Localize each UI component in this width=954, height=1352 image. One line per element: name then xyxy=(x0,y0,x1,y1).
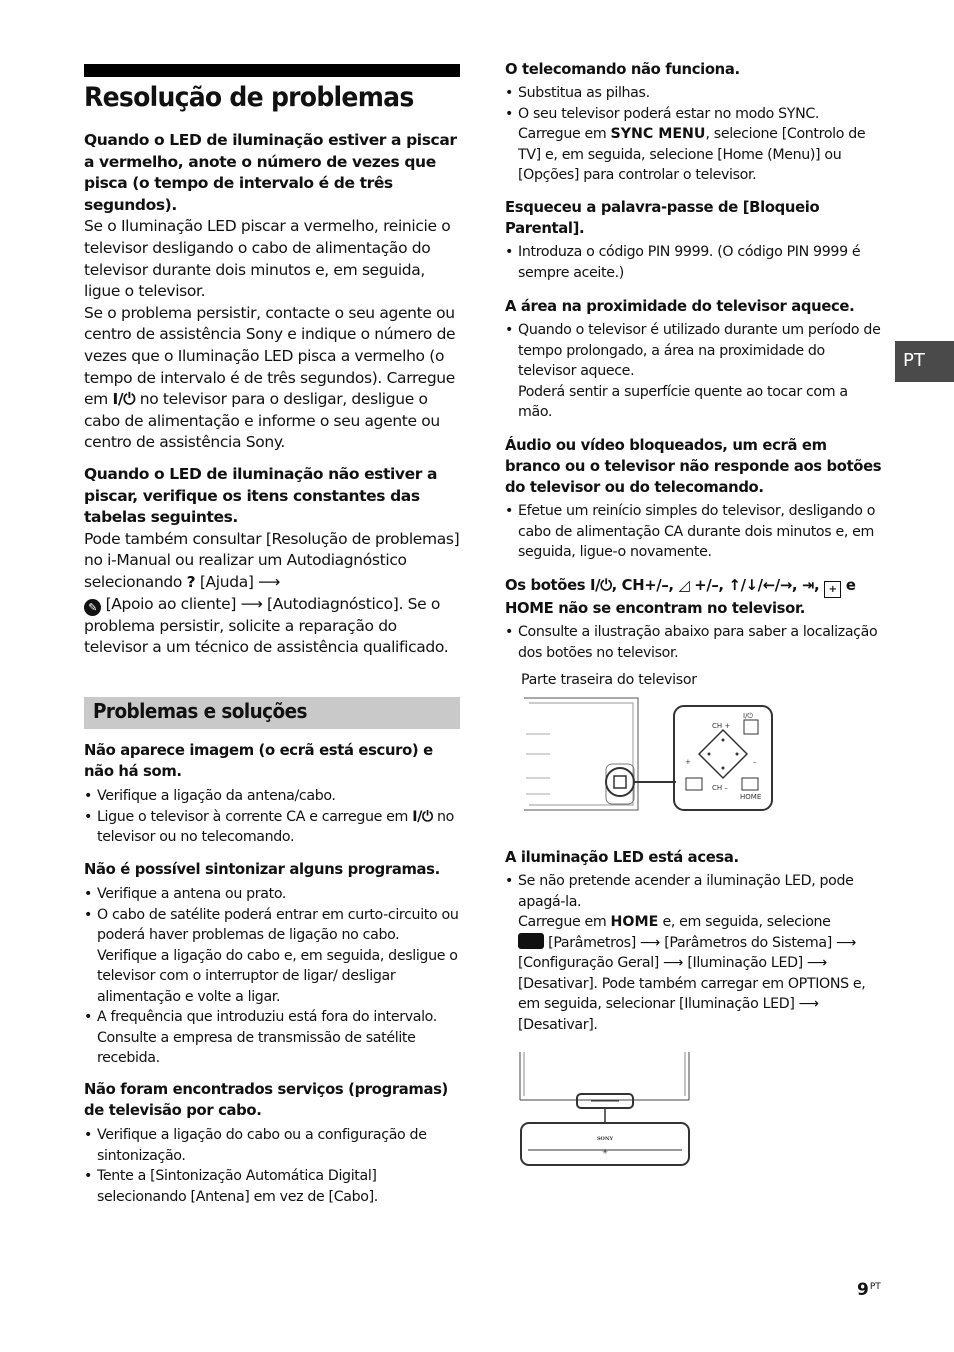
text-span: +/–, xyxy=(689,577,729,594)
solution-list xyxy=(505,871,883,1035)
text-span: , selecione [Controlo de TV] e, em seguida, selecione [Home (Menu)] ou [Opções] para controlar o televisor. xyxy=(518,126,866,183)
title-bar xyxy=(84,64,460,77)
problem-led-on xyxy=(505,847,883,1035)
list-item xyxy=(505,104,883,186)
list-item: • Substitua as pilhas. xyxy=(505,83,883,104)
solution-list xyxy=(84,786,462,848)
text-span: [Apoio ao cliente] xyxy=(101,594,241,613)
led-blinking-paragraph-2 xyxy=(84,303,462,454)
section-title: Problemas e soluções xyxy=(93,699,307,723)
problem-heading: Não é possível sintonizar alguns programas. xyxy=(84,861,440,878)
problem-heading: A área na proximidade do televisor aquece. xyxy=(505,298,855,315)
problem-cable xyxy=(84,1079,462,1207)
arrow-right-icon: ⟶ xyxy=(258,572,281,591)
language-tab-label: PT xyxy=(903,350,925,371)
text-span: Ligue o televisor à corrente CA e carregue em xyxy=(97,808,413,825)
power-icon: I/⏻ xyxy=(412,808,433,825)
page-title: Resolução de problemas xyxy=(84,82,414,113)
list-item: • Verifique a antena ou prato. xyxy=(84,884,462,905)
problem-heading: Não aparece imagem (o ecrã está escuro) e não há som. xyxy=(84,742,433,780)
text-span: Poderá sentir a superfície quente ao tocar com a mão. xyxy=(518,383,848,420)
problem-heading: Não foram encontrados serviços (programas) de televisão por cabo. xyxy=(84,1081,448,1119)
text-span: Se o problema persistir, contacte o seu agente ou centro de assistência Sony e indique o número de vezes que o Iluminação LED pisca a vermelho (o tempo de intervalo é de três segundos). Carregue em xyxy=(84,303,456,409)
arrow-right-icon: ⟶ xyxy=(640,934,661,951)
arrow-right-icon: ⟶ xyxy=(798,996,819,1012)
list-item xyxy=(505,320,883,423)
list-item: • Verifique a ligação do cabo ou a configuração de sintonização. xyxy=(84,1125,462,1166)
problem-buttons xyxy=(505,575,883,663)
list-item: • Introduza o código PIN 9999. (O código PIN 9999 é sempre aceite.) xyxy=(505,242,883,283)
solution-list xyxy=(505,242,883,283)
arrow-right-icon: ⟶ xyxy=(836,934,857,951)
arrow-right-icon: ⟶ xyxy=(240,594,263,613)
problem-heading: Esqueceu a palavra-passe de [Bloqueio Parental]. xyxy=(505,199,820,237)
led-not-blinking-paragraph xyxy=(84,529,462,659)
list-item: • O cabo de satélite poderá entrar em curto-circuito ou poderá haver problemas de ligação no cabo. Verifique a ligação do cabo e, em seguida, desligue o televisor com o interruptor de ligar/ desligar alimentação e volte a ligar. xyxy=(84,905,462,1008)
led-icon: ✳ xyxy=(602,1148,608,1156)
text-span: Se não pretende acender a iluminação LED, pode apagá-la. xyxy=(518,873,854,910)
list-item: • Efetue um reinício simples do televisor, desligando o cabo de alimentação CA durante dois minutos e, em seguida, ligue-o novamente. xyxy=(505,501,883,563)
list-item: • Verifique a ligação da antena/cabo. xyxy=(84,786,462,807)
power-icon: I/⏻ xyxy=(112,390,136,409)
arrows-icon: ↑/↓/←/→ xyxy=(728,577,792,594)
text-span: [Parâmetros do Sistema] xyxy=(660,934,837,951)
key-label: HOME xyxy=(610,914,659,930)
figure-caption: Parte traseira do televisor xyxy=(521,672,697,688)
text-span: no televisor ou no telecomando. xyxy=(97,808,454,845)
solution-list xyxy=(505,501,883,563)
problem-heading: O telecomando não funciona. xyxy=(505,61,740,78)
led-not-blinking-block xyxy=(84,464,462,659)
text-span: O seu televisor poderá estar no modo SYNC. Carregue em xyxy=(518,105,820,142)
text-span: [Parâmetros] xyxy=(544,934,641,951)
sony-logo: SONY xyxy=(596,1136,614,1142)
problem-no-picture xyxy=(84,740,462,848)
text-span: , CH+/–, xyxy=(611,577,679,594)
volume-icon: ◿ xyxy=(678,577,690,594)
list-item xyxy=(84,807,462,848)
text-span: [Desativar]. xyxy=(518,1016,598,1033)
tv-front-led-figure xyxy=(516,1050,696,1170)
problem-heat xyxy=(505,296,883,423)
text-span: Pode também consultar [Resolução de problemas] no i-Manual ou realizar um Autodiagnóstico selecionando xyxy=(84,529,460,591)
led-not-blinking-heading: Quando o LED de iluminação não estiver a piscar, verifique os itens constantes das tabelas seguintes. xyxy=(84,465,438,527)
problem-tuning xyxy=(84,859,462,1069)
solution-list xyxy=(505,320,883,423)
problem-remote xyxy=(505,59,883,186)
list-item: • Tente a [Sintonização Automática Digital] selecionando [Antena] em vez de [Cabo]. xyxy=(84,1166,462,1207)
led-blinking-paragraph-1: Se o Iluminação LED piscar a vermelho, reinicie o televisor desligando o cabo de alimentação do televisor durante dois minutos e, em seguida, ligue o televisor. xyxy=(84,217,451,301)
problem-heading: A iluminação LED está acesa. xyxy=(505,849,739,866)
solution-list xyxy=(84,884,462,1069)
key-label: SYNC MENU xyxy=(610,126,706,142)
text-span: , xyxy=(814,577,825,594)
text-span: [Desativar]. Pode também carregar em OPTIONS e, em seguida, selecionar [Iluminação LED] xyxy=(518,975,866,1012)
ch-minus-label: CH – xyxy=(712,784,728,792)
list-item: • A frequência que introduziu está fora do intervalo. Consulte a empresa de transmissão de satélite recebida. xyxy=(84,1007,462,1069)
led-blinking-heading: Quando o LED de iluminação estiver a piscar a vermelho, anote o número de vezes que pisca (o tempo de intervalo é de três segundos). xyxy=(84,131,457,214)
problem-heading: Áudio ou vídeo bloqueados, um ecrã em branco ou o televisor não responde aos botões do televisor ou do telecomando. xyxy=(505,437,882,496)
input-icon: ⇥ xyxy=(801,577,815,594)
power-label: I/⏻ xyxy=(743,712,753,720)
problem-heading xyxy=(505,575,883,619)
text-span: [Configuração Geral] xyxy=(518,955,664,971)
page-number-suffix: PT xyxy=(869,1282,881,1292)
text-span: e HOME não se encontram no televisor. xyxy=(505,577,856,617)
led-blinking-block xyxy=(84,130,462,454)
text-span: , xyxy=(791,577,802,594)
ch-plus-label: CH + xyxy=(712,722,731,730)
help-icon: ? xyxy=(186,572,196,591)
solution-list xyxy=(84,1125,462,1207)
text-span: Carregue em xyxy=(518,914,611,930)
text-span: [Autodiagnóstico]. Se o problema persistir, solicite a reparação do televisor a um técnico de assistência qualificado. xyxy=(84,594,449,657)
arrow-right-icon: ⟶ xyxy=(663,955,684,971)
vol-plus-label: + xyxy=(685,758,691,766)
toolbox-icon xyxy=(518,933,544,949)
page-number-value: 9 xyxy=(857,1280,869,1300)
language-tab xyxy=(895,341,954,382)
section-header xyxy=(84,697,460,729)
text-span: Quando o televisor é utilizado durante um período de tempo prolongado, a área na proximidade do televisor aquece. xyxy=(518,322,881,379)
list-item: • Consulte a ilustração abaixo para saber a localização dos botões no televisor. xyxy=(505,622,883,663)
vol-minus-label: – xyxy=(753,758,757,766)
text-span: e, em seguida, selecione xyxy=(658,914,831,930)
arrow-right-icon: ⟶ xyxy=(807,955,827,971)
tv-rear-buttons-figure xyxy=(520,694,780,816)
home-label: HOME xyxy=(740,793,762,801)
page-number xyxy=(857,1280,881,1300)
text-span: [Iluminação LED] xyxy=(683,955,807,971)
power-icon: I/⏻ xyxy=(590,577,612,594)
solution-list xyxy=(505,622,883,663)
input-select-icon: + xyxy=(824,581,841,598)
list-item xyxy=(505,871,883,1035)
text-span: no televisor para o desligar, desligue o cabo de alimentação e informe o seu agente ou centro de assistência Sony. xyxy=(84,390,440,452)
problem-password xyxy=(505,197,883,283)
support-icon: ✎ xyxy=(84,599,101,616)
text-span: Os botões xyxy=(505,577,591,594)
problem-frozen xyxy=(505,435,883,563)
solution-list xyxy=(505,83,883,186)
text-span: [Ajuda] xyxy=(195,572,259,591)
